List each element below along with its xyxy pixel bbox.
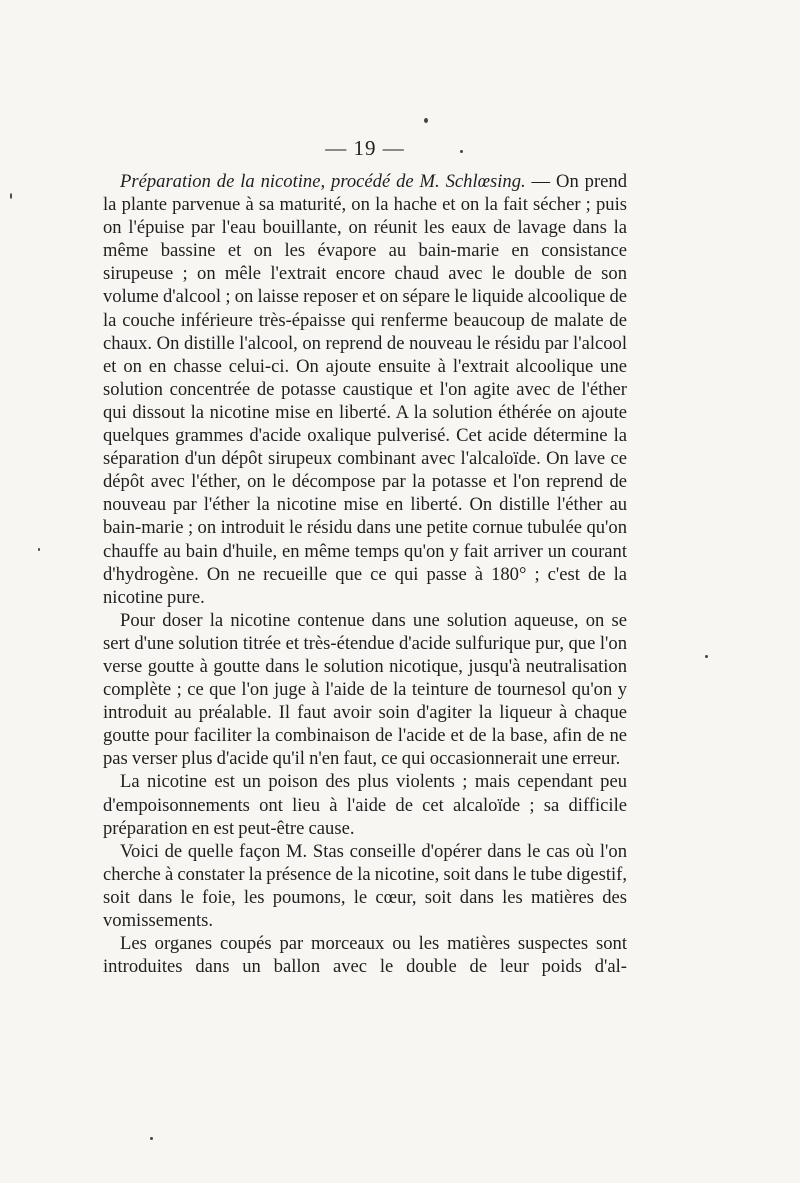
paragraph-poison (103, 770, 627, 839)
paragraph-organes (103, 932, 627, 978)
paragraph-stas (103, 840, 627, 932)
paragraph-dosage (103, 609, 627, 771)
speck (38, 548, 40, 551)
paragraph-text: Les organes coupés par morceaux ou les matières suspectes sont introduites dans un ballon avec le double de leur poids d'al- (103, 933, 627, 978)
paragraph-text: Pour doser la nicotine contenue dans une solution aqueuse, on se sert d'une solution titrée et très-étendue d'acide sulfurique pur, que l'on verse goutte à goutte dans le solution nicotique, jusqu'à neutralisation complète ; ce que l'on juge à l'aide de la teinture de tournesol qu'on y introduit au préalable. Il faut avoir soin d'agiter la liqueur à chaque goutte pour faciliter la combinaison de l'acide et de la base, afin de ne pas verser plus d'acide qu'il n'en faut, ce qui occasionnerait une erreur. (103, 609, 627, 770)
speck (460, 150, 463, 153)
speck (424, 118, 428, 123)
paragraph-text: Voici de quelle façon M. Stas conseille d'opérer dans le cas où l'on cherche à constater la présence de la nicotine, soit dans le tube digestif, soit dans le foie, les poumons, le cœur, soit dans les matières des vomissements. (103, 840, 627, 931)
section-heading: Préparation de la nicotine, procédé de M. Schlœsing. (120, 171, 526, 192)
speck (705, 655, 708, 658)
paragraph-text: La nicotine est un poison des plus violents ; mais cependant peu d'empoisonnements ont lieu à l'aide de cet alcaloïde ; sa difficile préparation en est peut-être cause. (103, 771, 627, 839)
paragraph-text: — On prend la plante parvenue à sa maturité, on la hache et on la fait sécher ; puis on l'épuise par l'eau bouillante, on réunit les eaux de lavage dans la même bassine et on les évapore au bain-marie en consistance sirupeuse ; on mêle l'extrait encore chaud avec le double de son volume d'alcool ; on laisse reposer et on sépare le liquide alcoolique de la couche inférieure très-épaisse qui renferme beaucoup de malate de chaux. On distille l'alcool, on reprend de nouveau le résidu par l'alcool et on en chasse celui-ci. On ajoute ensuite à l'extrait alcoolique une solution concentrée de potasse caustique et l'on agite avec de l'éther qui dissout la nicotine mise en liberté. A la solution éthérée on ajoute quelques grammes d'acide oxalique pulverisé. Cet acide détermine la séparation d'un dépôt sirupeux combinant avec l'alcaloïde. On lave ce dépôt avec l'éther, on le décompose par la potasse et l'on reprend de nouveau par l'éther la nicotine mise en liberté. On distille l'éther au bain-marie ; on introduit le résidu dans une petite cornue tubulée qu'on chauffe au bain d'huile, en même temps qu'on y fait arriver un courant d'hydrogène. On ne recueille que ce qui passe à 180° ; c'est de la nicotine pure. (103, 171, 627, 608)
speck (150, 1137, 153, 1140)
speck (10, 193, 12, 199)
paragraph-schloesing (103, 170, 627, 609)
page-number: — 19 — (325, 136, 405, 160)
body-text (103, 170, 627, 978)
